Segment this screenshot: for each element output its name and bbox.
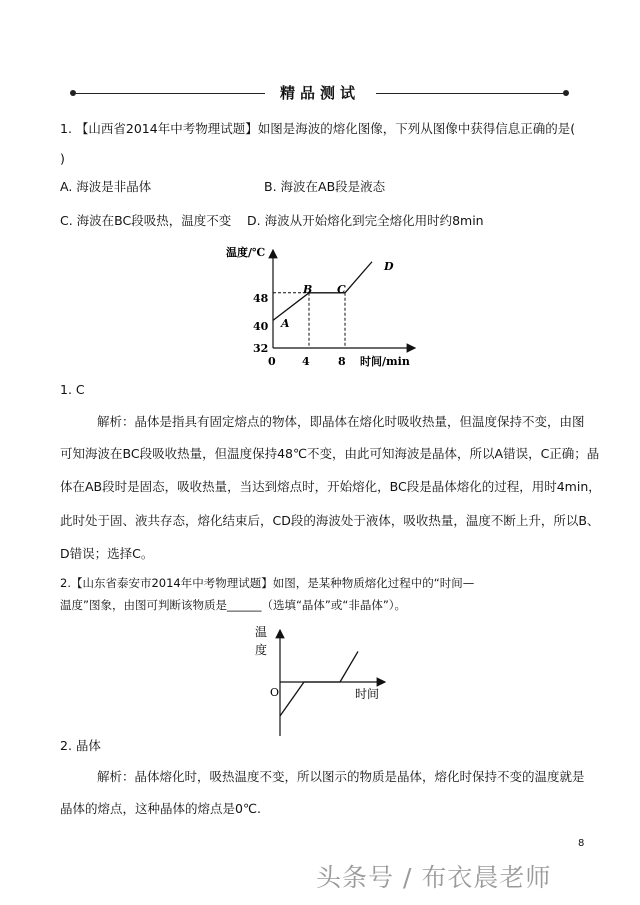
chart1-series — [273, 262, 372, 321]
a1-answer: 1. C — [60, 382, 85, 397]
q1-stem-line1: 1. 【山西省2014年中考物理试题】如图是海波的熔化图像，下列从图像中获得信息正确的是( — [60, 121, 576, 136]
a1-line-2: 体在AB段时是固态，吸收热量，当达到熔点时，开始熔化，BC段是晶体熔化的过程，用时4min， — [60, 479, 601, 494]
chart1-xtick-8: 8 — [338, 355, 346, 368]
chart1-ytick-48: 48 — [253, 292, 269, 305]
a2-answer: 2. 晶体 — [60, 738, 101, 753]
chart2-origin: O — [270, 686, 280, 699]
a2-line-0: 解析：晶体熔化时，吸热温度不变，所以图示的物质是晶体，熔化时保持不变的温度就是 — [97, 769, 585, 784]
a1-line-3: 此时处于固、液共存态，熔化结束后，CD段的海波处于液体，吸收热量，温度不断上升，所以B、 — [60, 513, 600, 528]
header-rule-right — [376, 93, 566, 94]
page-number: 8 — [578, 838, 585, 849]
q1-option-d: D. 海波从开始熔化到完全熔化用时约8min — [247, 213, 484, 228]
q1-option-b: B. 海波在AB段是液态 — [264, 179, 386, 194]
melting-chart-1 — [210, 238, 430, 370]
chart1-ylabel: 温度/℃ — [226, 246, 266, 259]
q1-option-a: A. 海波是非晶体 — [60, 179, 152, 194]
q2-stem-line1: 2.【山东省泰安市2014年中考物理试题】如图，是某种物质熔化过程中的“时间— — [60, 576, 475, 590]
a1-line-4: D错误；选择C。 — [60, 546, 154, 561]
a2-line-1: 晶体的熔点，这种晶体的熔点是0℃. — [60, 801, 261, 816]
chart1-ytick-40: 40 — [253, 320, 269, 333]
chart1-label-c: C — [337, 283, 346, 296]
chart1-label-d: D — [384, 260, 394, 273]
chart2-segment-2 — [340, 651, 358, 682]
page-title: 精品测试 — [268, 82, 372, 103]
a1-line-1: 可知海波在BC段吸收热量，但温度保持48℃不变，由此可知海波是晶体，所以A错误，C正确；晶 — [60, 446, 600, 461]
melting-chart-2 — [245, 618, 395, 740]
header-dot-right — [563, 90, 569, 96]
watermark: 头条号 / 布衣晨老师 — [316, 863, 552, 892]
chart2-xlabel: 时间 — [355, 687, 380, 701]
chart1-label-b: B — [303, 283, 313, 296]
chart2-segment-0 — [280, 682, 304, 716]
chart1-xtick-4: 4 — [302, 355, 310, 368]
chart1-ytick-32: 32 — [253, 342, 269, 355]
chart1-label-a: A — [281, 317, 290, 330]
chart2-ylabel-1: 温 — [255, 625, 268, 639]
q1-option-c: C. 海波在BC段吸热，温度不变 — [60, 213, 232, 228]
chart2-ylabel-2: 度 — [255, 643, 268, 657]
q2-stem-line2: 温度”图象，由图可判断该物质是______（选填“晶体”或“非晶体”）。 — [60, 598, 407, 612]
header-rule-left — [75, 93, 265, 94]
q1-stem-line2: ) — [60, 151, 65, 166]
chart1-xlabel: 时间/min — [360, 355, 410, 368]
chart1-origin: 0 — [268, 355, 276, 368]
a1-line-0: 解析：晶体是指具有固定熔点的物体，即晶体在熔化时吸收热量，但温度保持不变，由图 — [97, 414, 585, 429]
header-dot-left — [70, 90, 76, 96]
